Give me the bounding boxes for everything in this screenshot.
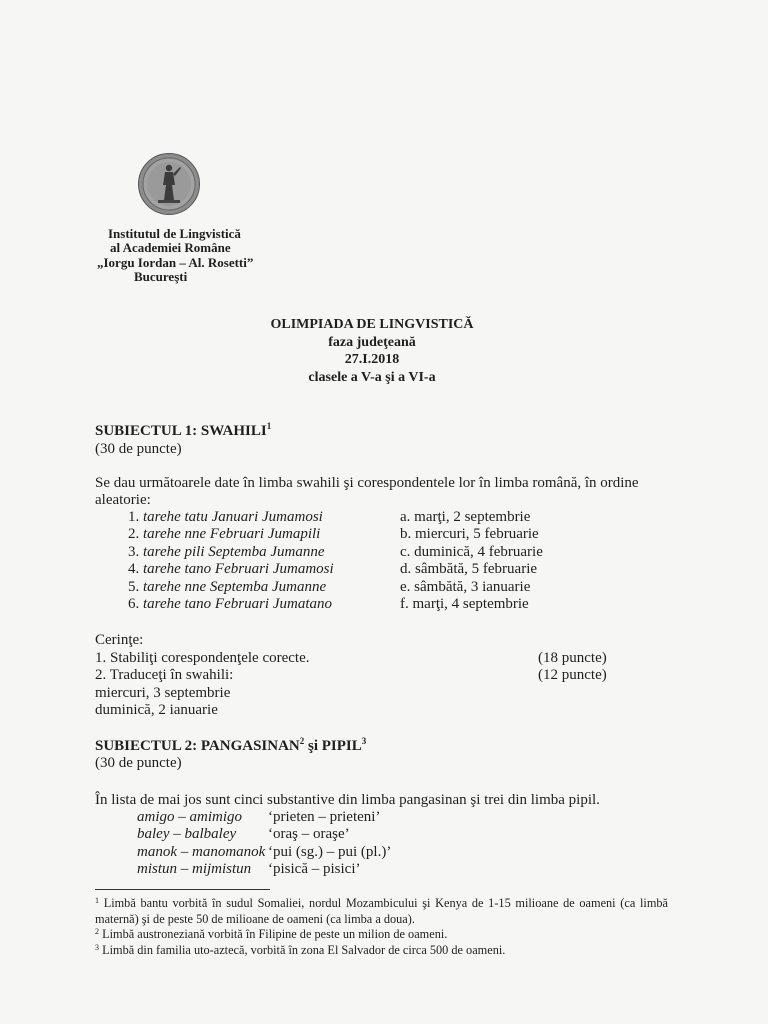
romanian-item bbox=[400, 579, 543, 596]
title-line: OLIMPIADA DE LINGVISTICĂ bbox=[270, 317, 474, 332]
institution-line: „Iorgu Iordan – Al. Rosetti” bbox=[97, 254, 254, 270]
swahili-phrase: tarehe nne Februari Jumapili bbox=[143, 526, 321, 543]
romanian-item bbox=[400, 544, 543, 561]
romanian-date: sâmbătă, 3 ianuarie bbox=[414, 578, 531, 595]
item-letter: a. bbox=[400, 509, 411, 525]
word-gloss: ‘prieten – prieteni’ bbox=[268, 809, 381, 825]
task-2-points: (12 puncte) bbox=[538, 667, 607, 683]
institution-line: Bucureşti bbox=[134, 268, 188, 284]
subject1-heading-text: SUBIECTUL 1: SWAHILI bbox=[95, 423, 267, 439]
item-number: 5. bbox=[128, 578, 140, 595]
item-number: 1. bbox=[128, 509, 140, 525]
footnote-divider bbox=[95, 889, 270, 890]
document-title bbox=[222, 316, 522, 386]
swahili-phrase: tarehe nne Septemba Jumanne bbox=[143, 578, 327, 595]
romanian-item bbox=[400, 561, 543, 578]
item-number: 4. bbox=[128, 561, 140, 578]
item-number: 2. bbox=[128, 526, 140, 543]
word-form: amigo – amimigo bbox=[137, 809, 242, 825]
title-line: faza judeţeană bbox=[328, 334, 416, 350]
footnote bbox=[95, 927, 668, 943]
word-form: baley – balbaley bbox=[137, 826, 237, 843]
romanian-list bbox=[400, 509, 543, 613]
title-line: 27.I.2018 bbox=[344, 352, 400, 367]
word-gloss: ‘pui (sg.) – pui (pl.)’ bbox=[268, 843, 392, 860]
institution-line: al Academiei Române bbox=[110, 240, 231, 256]
item-number: 3. bbox=[128, 543, 140, 560]
task-1: 1. Stabiliţi corespondenţele corecte. bbox=[95, 649, 310, 666]
footnotes bbox=[95, 896, 668, 958]
word-forms bbox=[137, 809, 265, 878]
subject1-points: (30 de puncte) bbox=[95, 441, 182, 457]
swahili-phrase: tarehe pili Septemba Jumanne bbox=[143, 543, 325, 560]
swahili-phrase: tarehe tano Februari Jumamosi bbox=[143, 561, 334, 578]
subject1-heading bbox=[95, 422, 271, 440]
romanian-date: marţi, 2 septembrie bbox=[414, 509, 531, 525]
word-gloss: ‘pisică – pisici’ bbox=[268, 860, 361, 877]
swahili-item bbox=[128, 561, 334, 578]
footnote-text: Limbă bantu vorbită în sudul Somaliei, nordul Mozambicului şi Kenya de 1-15 milioane de oameni (ca limbă maternă) şi de peste 50 de milioane de oameni (ca limba a doua). bbox=[95, 896, 668, 926]
swahili-item bbox=[128, 579, 334, 596]
swahili-phrase: tarehe tatu Januari Jumamosi bbox=[143, 509, 323, 525]
item-letter: d. bbox=[400, 561, 412, 578]
subject2-points: (30 de puncte) bbox=[95, 755, 182, 771]
footnote bbox=[95, 896, 668, 927]
footnote-mark: 3 bbox=[95, 942, 99, 952]
swahili-item bbox=[128, 526, 334, 543]
footnote-mark: 2 bbox=[95, 927, 99, 936]
romanian-item bbox=[400, 509, 543, 526]
subject1-tasks bbox=[95, 632, 310, 720]
word-gloss: ‘oraş – oraşe’ bbox=[268, 826, 350, 843]
subject2-heading bbox=[95, 737, 366, 755]
item-letter: f. bbox=[400, 596, 409, 613]
footnote-ref: 1 bbox=[266, 421, 272, 431]
footnote-ref: 2 bbox=[299, 736, 305, 746]
item-letter: c. bbox=[400, 543, 411, 560]
swahili-item bbox=[128, 509, 334, 526]
task-2: 2. Traduceţi în swahili: bbox=[95, 667, 234, 683]
romanian-item bbox=[400, 596, 543, 613]
swahili-list bbox=[128, 509, 334, 613]
romanian-date: marţi, 4 septembrie bbox=[412, 596, 529, 613]
romanian-date: miercuri, 5 februarie bbox=[415, 526, 539, 543]
institution-block bbox=[0, 227, 300, 284]
tasks-label: Cerinţe: bbox=[95, 632, 144, 648]
swahili-item bbox=[128, 596, 334, 613]
subject2-heading-text: şi PIPIL bbox=[304, 738, 362, 754]
task-1-points: (18 puncte) bbox=[538, 649, 607, 666]
footnote bbox=[95, 943, 668, 959]
swahili-item bbox=[128, 544, 334, 561]
item-number: 6. bbox=[128, 596, 140, 613]
romanian-date: sâmbătă, 5 februarie bbox=[415, 561, 538, 578]
translate-item: miercuri, 3 septembrie bbox=[95, 684, 231, 701]
item-letter: e. bbox=[400, 578, 411, 595]
subject2-heading-text: SUBIECTUL 2: PANGASINAN bbox=[95, 738, 300, 754]
institution-line: Institutul de Lingvistică bbox=[108, 226, 241, 241]
title-line: clasele a V-a şi a VI-a bbox=[308, 369, 436, 385]
word-form: manok – manomanok bbox=[137, 843, 266, 860]
footnote-mark: 1 bbox=[95, 896, 99, 905]
translate-item: duminică, 2 ianuarie bbox=[95, 702, 218, 718]
institution-seal-icon bbox=[138, 153, 200, 215]
romanian-date: duminică, 4 februarie bbox=[414, 543, 543, 560]
footnote-text: Limbă din familia uto-aztecă, vorbită în zona El Salvador de circa 500 de oameni. bbox=[102, 942, 506, 957]
word-form: mistun – mijmistun bbox=[137, 860, 252, 877]
subject2-intro: În lista de mai jos sunt cinci substantive din limba pangasinan şi trei din limba pipil. bbox=[95, 792, 600, 808]
item-letter: b. bbox=[400, 526, 412, 543]
word-glosses bbox=[268, 809, 391, 878]
footnote-text: Limbă austroneziană vorbită în Filipine de peste un milion de oameni. bbox=[102, 927, 448, 941]
footnote-ref: 3 bbox=[361, 736, 367, 746]
romanian-item bbox=[400, 526, 543, 543]
subject1-intro: Se dau următoarele date în limba swahili şi corespondentele lor în limba română, în ordine aleatorie: bbox=[95, 475, 639, 508]
swahili-phrase: tarehe tano Februari Jumatano bbox=[143, 596, 333, 613]
